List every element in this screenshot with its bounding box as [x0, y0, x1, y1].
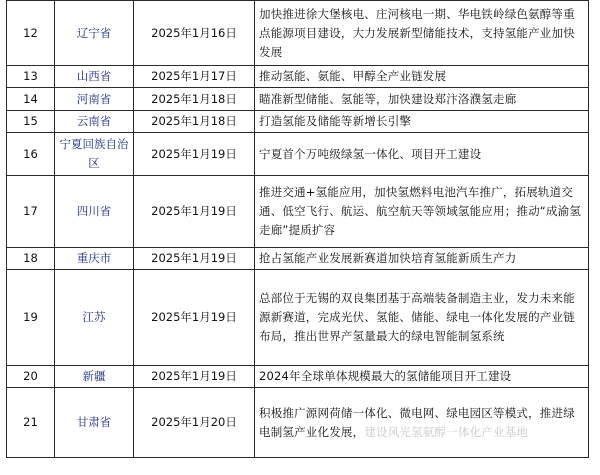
policy-table: [6, 0, 589, 458]
province-cell: 四川省: [55, 176, 134, 248]
content-text-faded: 建设风光氢氨醇一体化产业基地: [364, 424, 529, 439]
content-cell: 总部位于无锡的双良集团基于高端装备制造主业，发力未来能源新赛道，完成光伏、氢能、储能、绿电一体化发展的产业链布局，推出世界产氢量最大的绿电智能制氢系统: [255, 270, 589, 366]
content-cell: 加快推进徐大堡核电、庄河核电一期、华电铁岭绿色氨醇等重点能源项目建设，大力发展新型储能技术，支持氢能产业加快发展: [255, 1, 589, 66]
row-number: 20: [7, 366, 55, 388]
province-cell: 江苏: [55, 270, 134, 366]
row-number: 13: [7, 66, 55, 88]
date-cell: 2025年1月18日: [134, 111, 255, 133]
content-text: 积极推广源网荷储一体化、微电网、绿电园区等模式，推进绿电制氢产业化发展，: [259, 405, 575, 439]
date-cell: 2025年1月19日: [134, 270, 255, 366]
row-number: 16: [7, 133, 55, 176]
row-number: 14: [7, 88, 55, 111]
date-cell: 2025年1月20日: [134, 388, 255, 458]
province-cell: 辽宁省: [55, 1, 134, 66]
row-number: 19: [7, 270, 55, 366]
content-cell: [255, 388, 589, 458]
row-number: 17: [7, 176, 55, 248]
province-cell: 新疆: [55, 366, 134, 388]
date-cell: 2025年1月16日: [134, 1, 255, 66]
row-number: 15: [7, 111, 55, 133]
table-row: [7, 111, 589, 133]
date-cell: 2025年1月17日: [134, 66, 255, 88]
row-number: 12: [7, 1, 55, 66]
table-row: [7, 248, 589, 270]
date-cell: 2025年1月19日: [134, 248, 255, 270]
date-cell: 2025年1月18日: [134, 88, 255, 111]
table-row: [7, 270, 589, 366]
table-row: [7, 133, 589, 176]
province-cell: 云南省: [55, 111, 134, 133]
table-row: [7, 388, 589, 458]
table-row: [7, 366, 589, 388]
date-cell: 2025年1月19日: [134, 366, 255, 388]
province-cell: 重庆市: [55, 248, 134, 270]
date-cell: 2025年1月19日: [134, 133, 255, 176]
row-number: 18: [7, 248, 55, 270]
content-cell: 推进交通+氢能应用，加快氢燃料电池汽车推广，拓展轨道交通、低空飞行、航运、航空航天等领域氢能应用；推动“成渝氢走廊”提质扩容: [255, 176, 589, 248]
province-cell: 河南省: [55, 88, 134, 111]
date-cell: 2025年1月19日: [134, 176, 255, 248]
province-cell: 甘肃省: [55, 388, 134, 458]
table-row: [7, 176, 589, 248]
content-cell: 打造氢能及储能等新增长引擎: [255, 111, 589, 133]
content-cell: 瞄准新型储能、氢能等，加快建设郑汴洛濮氢走廊: [255, 88, 589, 111]
content-cell: 推动氢能、氨能、甲醇全产业链发展: [255, 66, 589, 88]
table-row: [7, 88, 589, 111]
table-row: [7, 66, 589, 88]
province-cell: 山西省: [55, 66, 134, 88]
table-row: [7, 1, 589, 66]
row-number: 21: [7, 388, 55, 458]
content-cell: 2024年全球单体规模最大的氢储能项目开工建设: [255, 366, 589, 388]
content-cell: 抢占氢能产业发展新赛道加快培育氢能新质生产力: [255, 248, 589, 270]
province-cell: 宁夏回族自治区: [55, 133, 134, 176]
content-cell: 宁夏首个万吨级绿氢一体化、项目开工建设: [255, 133, 589, 176]
